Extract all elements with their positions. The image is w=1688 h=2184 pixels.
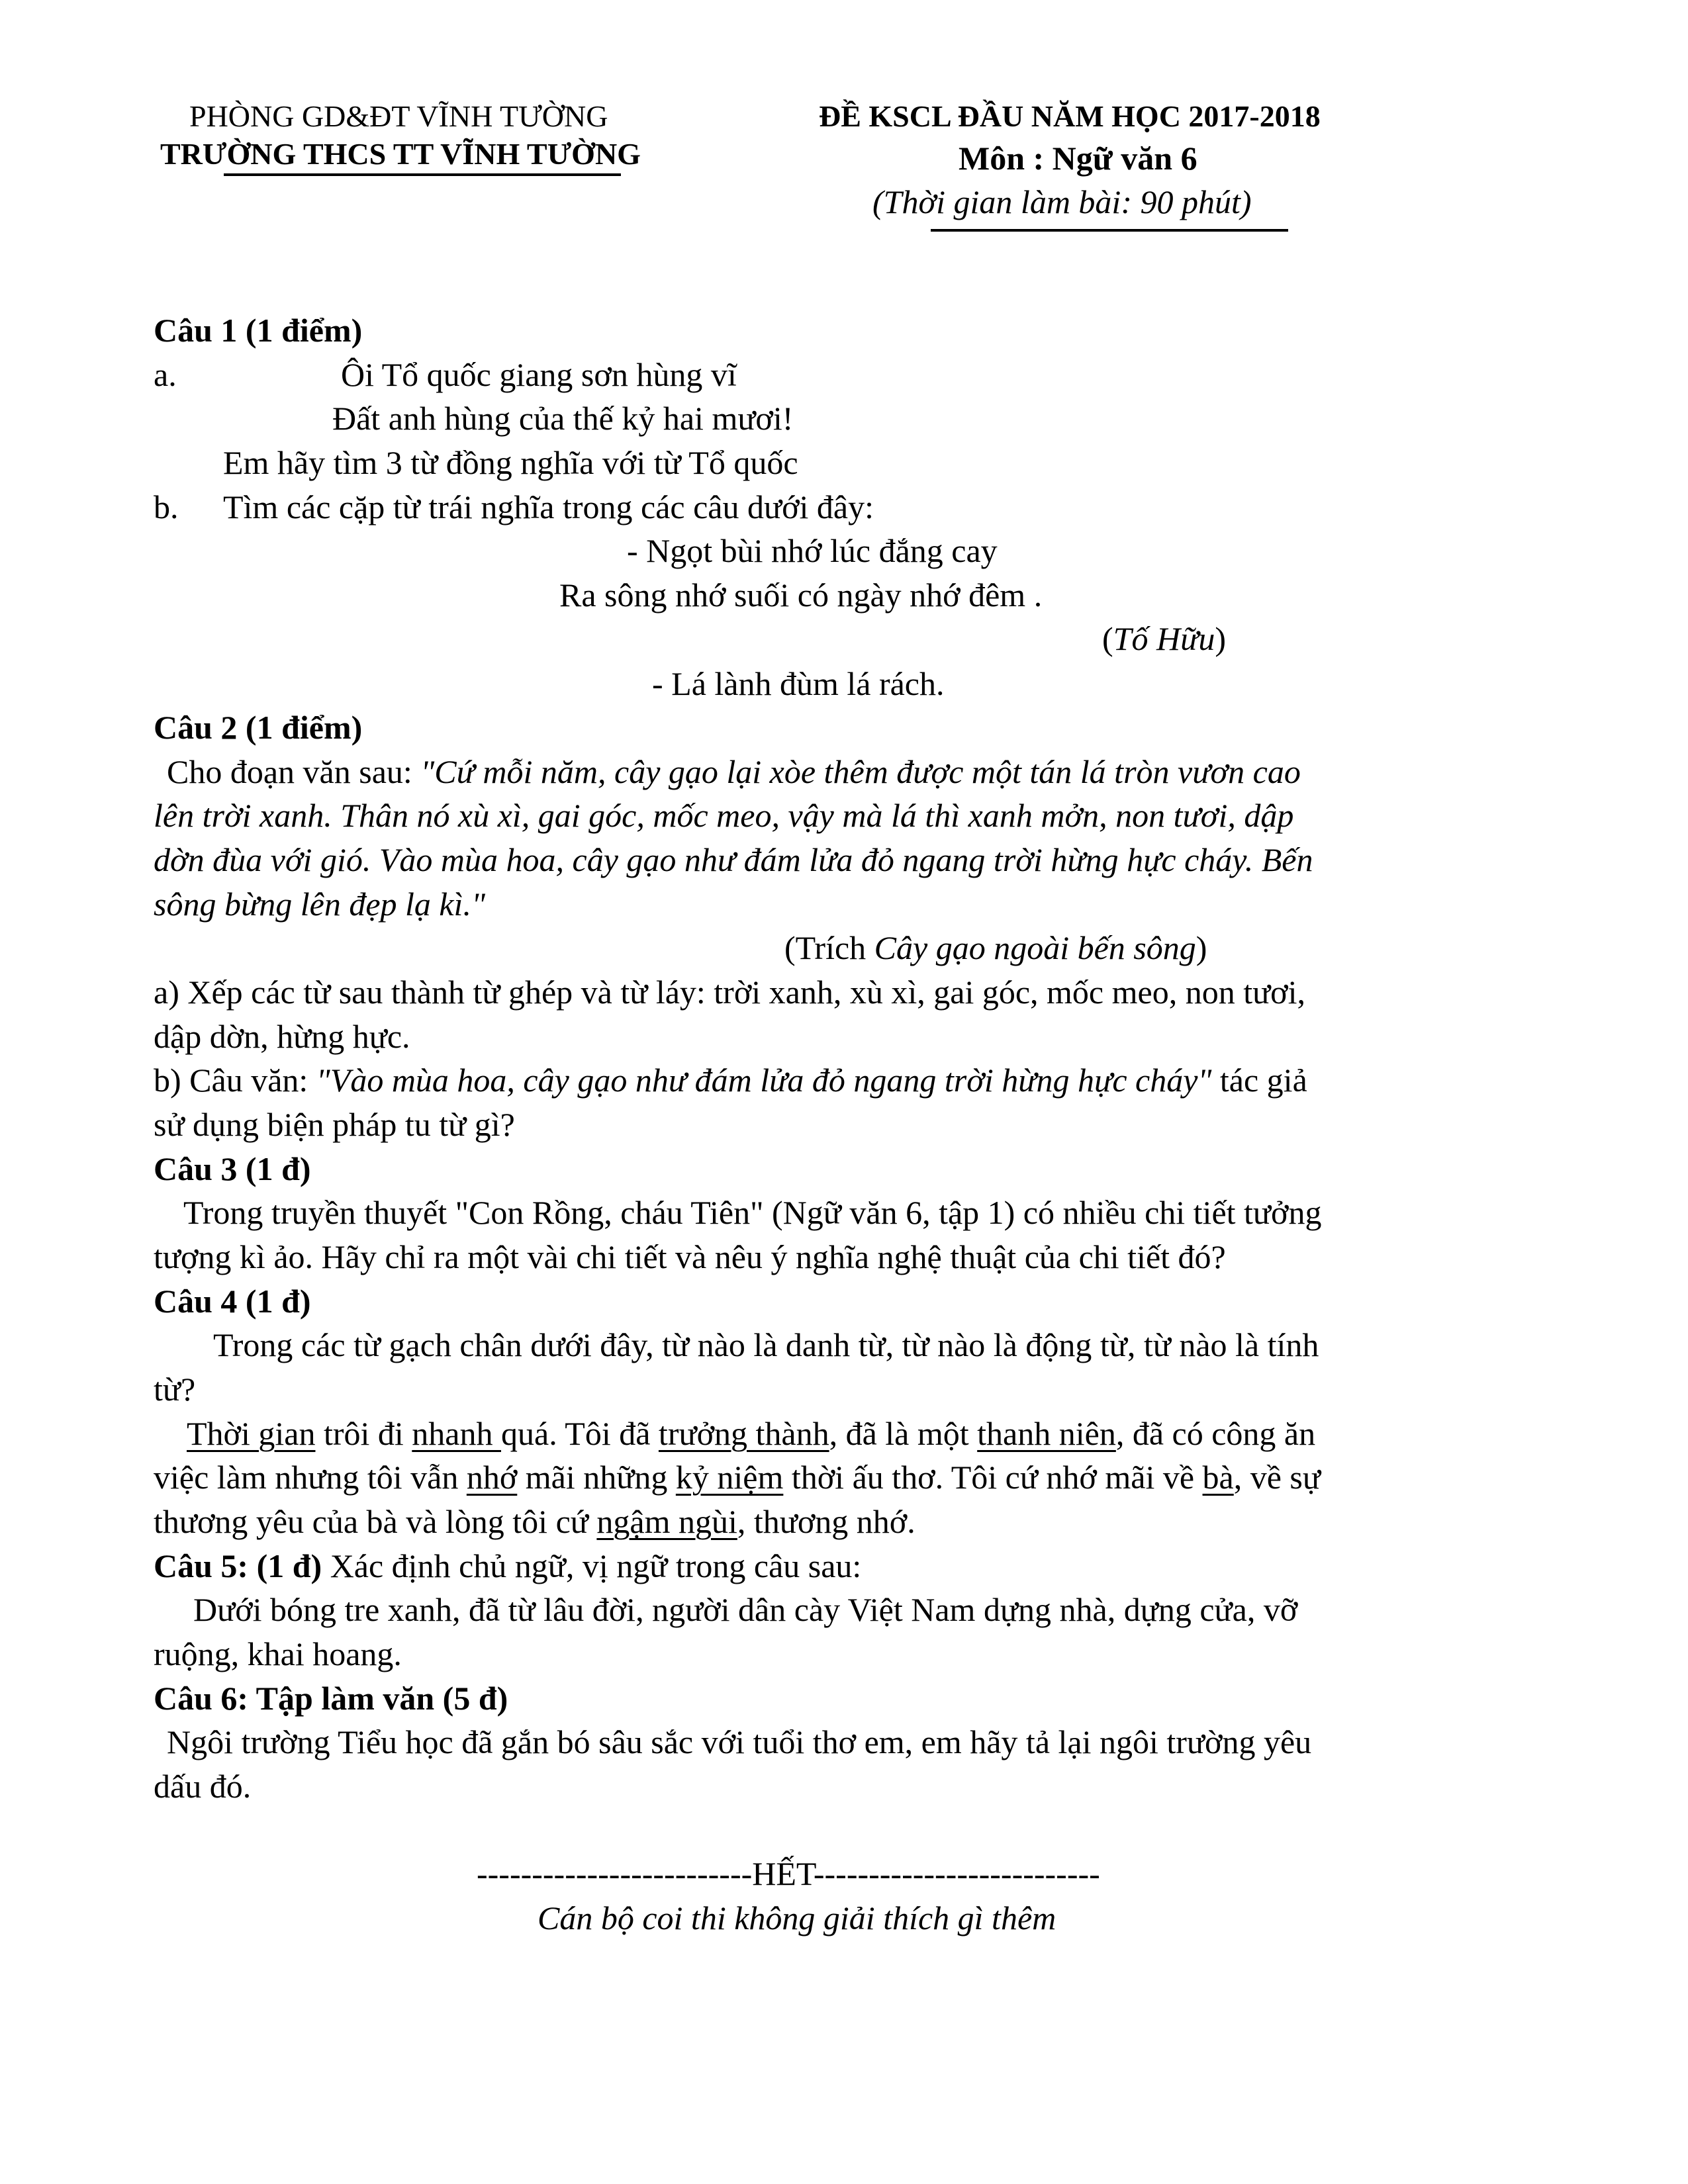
q6-heading: Câu 6: Tập làm văn (5 đ) (154, 1680, 508, 1717)
subject-title: Môn : Ngữ văn 6 (959, 140, 1197, 177)
q1-b-verse-2: Ra sông nhớ suối có ngày nhớ đêm . (559, 576, 1043, 614)
q2-a-line-2: dập dờn, hừng hực. (154, 1018, 410, 1055)
q1-heading: Câu 1 (1 điểm) (154, 312, 363, 349)
department-name: PHÒNG GD&ĐT VĨNH TƯỜNG (189, 99, 608, 133)
q4-paragraph-line-2: việc làm nhưng tôi vẫn nhớ mãi những kỷ niệm thời ấu thơ. Tôi cứ nhớ mãi về bà, về sự (154, 1459, 1321, 1496)
underlined-word: nhớ (466, 1459, 518, 1496)
q5-line-2: ruộng, khai hoang. (154, 1635, 402, 1672)
q2-passage-line-4: sông bừng lên đẹp lạ kì." (154, 886, 485, 923)
end-marker: -------------------------HẾT-------------------------- (477, 1855, 1100, 1892)
q4-paragraph-line-3: thương yêu của bà và lòng tôi cứ ngậm ngùi, thương nhớ. (154, 1503, 915, 1540)
q2-heading: Câu 2 (1 điểm) (154, 709, 363, 746)
q2-a-line-1: a) Xếp các từ sau thành từ ghép và từ láy: trời xanh, xù xì, gai góc, mốc meo, non tươi, (154, 974, 1306, 1011)
q3-heading: Câu 3 (1 đ) (154, 1150, 311, 1187)
school-underline (224, 173, 621, 176)
q1-b-label: b. (154, 488, 179, 525)
proctor-note: Cán bộ coi thi không giải thích gì thêm (538, 1899, 1056, 1936)
q3-line-2: tượng kì ảo. Hãy chỉ ra một vài chi tiết và nêu ý nghĩa nghệ thuật của chi tiết đó? (154, 1238, 1226, 1275)
underlined-word: Thời gian (187, 1415, 316, 1452)
q4-heading: Câu 4 (1 đ) (154, 1283, 311, 1320)
q1-a-verse-1: Ôi Tổ quốc giang sơn hùng vĩ (341, 356, 737, 393)
q5-line-1: Dưới bóng tre xanh, đã từ lâu đời, người dân cày Việt Nam dựng nhà, dựng cửa, vỡ (193, 1591, 1298, 1628)
q3-line-1: Trong truyền thuyết "Con Rồng, cháu Tiên" (Ngữ văn 6, tập 1) có nhiều chi tiết tưởng (183, 1194, 1322, 1231)
q5-heading-line: Câu 5: (1 đ) Xác định chủ ngữ, vị ngữ trong câu sau: (154, 1547, 862, 1584)
q1-b-task: Tìm các cặp từ trái nghĩa trong các câu dưới đây: (223, 488, 874, 525)
q1-b-source: (Tố Hữu) (1102, 620, 1226, 657)
q2-passage-line-3: dờn đùa với gió. Vào mùa hoa, cây gạo như đám lửa đỏ ngang trời hừng hực cháy. Bến (154, 841, 1313, 878)
q1-b-verse-1: - Ngọt bùi nhớ lúc đắng cay (627, 532, 998, 569)
q2-line-1: Cho đoạn văn sau: "Cứ mỗi năm, cây gạo lại xòe thêm được một tán lá tròn vươn cao (167, 753, 1301, 790)
q4-task-line-2: từ? (154, 1371, 196, 1408)
underlined-word: kỷ niệm (675, 1459, 784, 1496)
q1-a-verse-2: Đất anh hùng của thế kỷ hai mươi! (332, 400, 794, 437)
underlined-word: nhanh (412, 1415, 501, 1452)
q6-line-2: dấu đó. (154, 1768, 252, 1805)
underlined-word: ngậm ngùi (596, 1503, 737, 1540)
q1-a-task: Em hãy tìm 3 từ đồng nghĩa với từ Tổ quốc (223, 444, 798, 481)
q4-task-line-1: Trong các từ gạch chân dưới đây, từ nào là danh từ, từ nào là động từ, từ nào là tính (213, 1326, 1319, 1363)
school-name: TRƯỜNG THCS TT VĨNH TƯỜNG (160, 137, 641, 171)
q1-a-label: a. (154, 356, 177, 393)
q2-source: (Trích Cây gạo ngoài bến sông) (784, 929, 1207, 966)
q1-b-proverb: - Lá lành đùm lá rách. (652, 665, 945, 702)
q2-b-line-1: b) Câu văn: "Vào mùa hoa, cây gạo như đám lửa đỏ ngang trời hừng hực cháy" tác giả (154, 1062, 1307, 1099)
underlined-word: trưởng thành (658, 1415, 829, 1452)
q4-paragraph-line-1: Thời gian trôi đi nhanh quá. Tôi đã trưởng thành, đã là một thanh niên, đã có công ăn (187, 1415, 1316, 1452)
time-limit: (Thời gian làm bài: 90 phút) (872, 183, 1252, 220)
q5-heading: Câu 5: (1 đ) (154, 1547, 322, 1584)
exam-title: ĐỀ KSCL ĐẦU NĂM HỌC 2017-2018 (819, 99, 1321, 133)
underlined-word: bà (1202, 1459, 1234, 1496)
underlined-word: thanh niên (977, 1415, 1116, 1452)
q6-line-1: Ngôi trường Tiểu học đã gắn bó sâu sắc với tuổi thơ em, em hãy tả lại ngôi trường yêu (167, 1723, 1312, 1760)
q2-b-line-2: sử dụng biện pháp tu từ gì? (154, 1106, 515, 1143)
header-underline (931, 229, 1288, 232)
q2-passage-line-2: lên trời xanh. Thân nó xù xì, gai góc, mốc meo, vậy mà lá thì xanh mởn, non tươi, dập (154, 797, 1294, 834)
